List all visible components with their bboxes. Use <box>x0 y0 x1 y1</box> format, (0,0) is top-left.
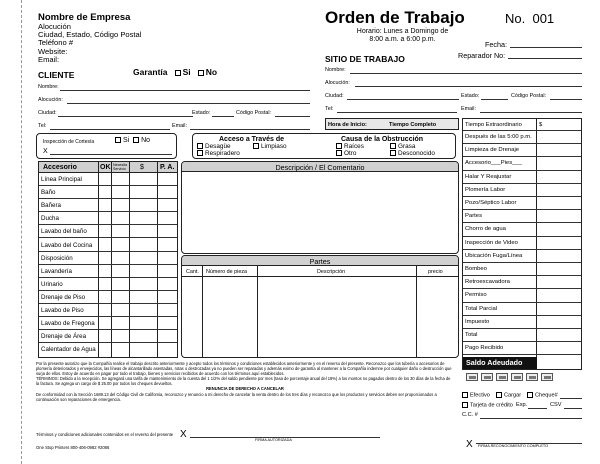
csv-field[interactable] <box>564 408 582 409</box>
sitio-email-field[interactable] <box>480 112 582 113</box>
obstruccion-grasa-label: Grasa <box>398 143 416 150</box>
obstruccion-grasa-row <box>390 143 415 150</box>
cliente-alocucion-label: Alocución: <box>38 97 63 103</box>
tarjeta-checkbox[interactable] <box>462 402 468 408</box>
cliente-alocucion-field[interactable] <box>67 103 310 104</box>
acceso-respiradero-checkbox[interactable] <box>197 150 203 156</box>
obstruccion-raices-row <box>336 143 364 150</box>
partes-title: Partes <box>309 257 331 266</box>
cliente-ciudad-field[interactable] <box>58 116 193 117</box>
obstruccion-otro-checkbox[interactable] <box>336 150 342 156</box>
accessory-row <box>39 212 177 225</box>
hours-text <box>335 28 470 44</box>
charge-item-label: Ubicación Fuga/Línea <box>465 252 523 259</box>
hours-line-2: 8:00 a.m. a 6:00 p.m. <box>369 36 436 43</box>
order-number <box>505 11 554 26</box>
sitio-alocucion-label: Alocución: <box>325 80 350 86</box>
accessory-row <box>39 252 177 265</box>
cheque-checkbox[interactable] <box>527 392 533 398</box>
obstruccion-desconocido-row <box>390 150 435 157</box>
cliente-tel-label: Tel: <box>38 123 47 129</box>
garantia-si-label: Si <box>182 67 191 77</box>
acceso-desague-label: Desagüe <box>205 143 231 150</box>
garantia-no-checkbox[interactable] <box>198 70 204 76</box>
cortesia-box <box>36 133 177 159</box>
printer-credit: One Stop Printers 800-406-0982 #2086 <box>36 445 110 450</box>
accessory-item-label: Disposición <box>41 254 73 262</box>
acceso-option-limpiaso-row <box>253 143 287 150</box>
cortesia-label: Inspección de Cortesía <box>43 139 95 145</box>
charge-row <box>463 184 581 197</box>
reparador-field[interactable] <box>508 58 582 59</box>
accessory-row <box>39 291 177 304</box>
charge-row <box>463 171 581 184</box>
sitio-tel-field[interactable] <box>337 112 457 113</box>
company-address: Alocución <box>38 22 71 31</box>
fecha-label: Fecha: <box>485 40 507 49</box>
obstruccion-otro-label: Otro <box>344 150 357 157</box>
hora-box <box>325 118 459 130</box>
terms-additional: Términos y condiciones adicionales contenidos en el reverso del presente <box>36 432 174 437</box>
cortesia-x: X <box>43 148 48 155</box>
accessory-item-label: Ducha <box>41 215 59 223</box>
charge-row-tiempo-extra <box>463 119 581 131</box>
descripcion-title: Descripción / El Comentario <box>275 163 365 172</box>
cargar-label: Cargar <box>504 392 522 399</box>
acceso-option-respiradero-row <box>197 150 240 157</box>
obstruccion-grasa-checkbox[interactable] <box>390 143 396 149</box>
cc-number-field[interactable] <box>480 418 582 419</box>
order-number-value: 001 <box>532 11 555 26</box>
charge-item-label: Inspección de Video <box>465 239 518 246</box>
descripcion-box[interactable] <box>181 161 459 254</box>
accessory-table <box>38 161 178 358</box>
cortesia-si-label: Si <box>123 137 130 144</box>
partes-cant-header: Cant. <box>186 269 199 275</box>
partes-div-2 <box>257 266 258 357</box>
sitio-nombre-field[interactable] <box>350 73 582 74</box>
charge-item-label: Halar Y Reajustar <box>465 173 512 180</box>
charge-row <box>463 210 581 223</box>
pay-tarjeta <box>462 402 513 408</box>
pay-cheque <box>527 392 558 398</box>
sitio-codigo-label: Código Postal: <box>511 93 547 99</box>
charge-row <box>463 329 581 342</box>
partes-box <box>181 255 459 358</box>
order-number-label: No. <box>505 11 526 26</box>
charge-item-label: Total Parcial <box>465 305 498 312</box>
cargar-checkbox[interactable] <box>496 392 502 398</box>
accessory-row <box>39 343 177 356</box>
cortesia-no-checkbox[interactable] <box>133 137 139 143</box>
accessory-row <box>39 317 177 330</box>
accessory-col-header: Accesorio <box>43 163 77 171</box>
cliente-nombre-label: Nombre: <box>38 84 59 90</box>
acceso-title: Acceso a Través de <box>219 136 284 143</box>
perforation-line <box>21 0 22 464</box>
partes-numero-header: Número de pieza <box>206 269 248 275</box>
accessory-item-label: Lavabo del baño <box>41 228 87 236</box>
cliente-nombre-field[interactable] <box>60 90 310 91</box>
accessory-row <box>39 225 177 238</box>
partes-precio-header: precio <box>428 269 443 275</box>
company-email: Email: <box>38 54 60 64</box>
company-phone: Teléfono # <box>38 38 74 48</box>
cliente-estado-field[interactable] <box>212 116 234 117</box>
reparador-label: Reparador No: <box>458 51 506 60</box>
charge-row <box>463 263 581 276</box>
charge-row <box>463 144 581 157</box>
tarjeta-label: Tarjeta de crédito <box>470 402 513 409</box>
accessory-item-label: Calentador de Agua <box>41 346 96 354</box>
cortesia-options <box>115 137 150 144</box>
accessory-row <box>39 239 177 252</box>
saldo-adeudado-label: Saldo Adeudado <box>463 357 537 369</box>
accessory-item-label: Urinario <box>41 280 63 288</box>
accessory-row <box>39 304 177 317</box>
obstruccion-title: Causa de la Obstrucción <box>341 136 424 143</box>
accessory-item-label: Lavandería <box>41 267 72 275</box>
terms-renuncia-title: RENUNCIA DE DERECHO A CANCELAR <box>206 386 284 392</box>
cc-label: C.C. # <box>462 412 478 418</box>
charge-row <box>463 316 581 329</box>
partes-div-1 <box>202 266 203 357</box>
sitio-tel-label: Tel: <box>325 106 334 112</box>
garantia-group <box>133 67 217 77</box>
sitio-nombre-label: Nombre: <box>325 67 346 73</box>
accessory-item-label: Drenaje de Piso <box>41 293 86 301</box>
garantia-label: Garantía <box>133 67 168 77</box>
cliente-email-field[interactable] <box>190 129 310 130</box>
obstruccion-otro-row <box>336 150 356 157</box>
efectivo-checkbox[interactable] <box>462 392 468 398</box>
accessory-row <box>39 278 177 291</box>
partes-div-3 <box>416 266 417 357</box>
company-website: Website: <box>38 46 68 56</box>
charge-item-label: Partes <box>465 213 483 220</box>
cliente-codigo-field[interactable] <box>275 116 310 117</box>
charge-item-label: Bombeo <box>465 266 487 272</box>
charge-item-label: Plomería Labor <box>465 186 506 193</box>
cheque-label: Cheque# <box>535 392 558 399</box>
csv-label: CSV <box>550 402 562 408</box>
exp-field[interactable] <box>528 408 547 409</box>
company-name: Nombre de Empresa <box>38 12 131 23</box>
charge-item-label: Permiso <box>465 292 487 299</box>
sitio-email-label: Email: <box>461 106 476 112</box>
charge-row <box>463 237 581 250</box>
sitio-ciudad-label: Ciudad: <box>325 93 344 99</box>
charge-item-label: Después de las 5:00 p.m. <box>465 134 532 140</box>
charge-item-label: Pozo/Séptico Labor <box>465 200 517 206</box>
charges-table <box>462 118 582 370</box>
acceso-obstruccion-box <box>192 133 456 159</box>
charge-item-label: Chorro de agua <box>465 226 506 233</box>
obstruccion-desconocido-checkbox[interactable] <box>390 150 396 156</box>
terms-payment: TÉRMINOS: Debido a la recepción. Se agregará una tarifa de mantenimiento de la cuenta del 1 1/2% del saldo pendiente por mes (tasa de porcentaje anual del 18%) a los montos no pagados dentro de los 30 días de la fecha de la factura. Se agrega un cargo de $ 25.00 por todos los cheques devueltos. <box>36 376 451 387</box>
pay-efectivo <box>462 392 490 398</box>
accessory-item-label: Línea Principal <box>41 176 82 183</box>
cortesia-no-label: No <box>141 137 151 144</box>
hora-inicio-label: Hora de Inicio: <box>328 121 367 128</box>
garantia-no-label: No <box>205 67 218 77</box>
accessory-row <box>39 186 177 199</box>
partes-descripcion-header: Descripción <box>317 269 346 275</box>
garantia-si-checkbox[interactable] <box>175 70 181 76</box>
cliente-ciudad-label: Ciudad: <box>38 110 57 116</box>
servicio-col-header: Necesita Servicio <box>113 162 127 171</box>
charge-item-label: Accesorio___Pies___ <box>465 160 522 167</box>
discover-icon <box>496 373 508 381</box>
accessory-item-label: Lavabo de Fregona <box>41 320 95 328</box>
tiempo-completo-label: Tiempo Completo <box>389 121 437 128</box>
charge-row <box>463 131 581 144</box>
charge-item-label: Limpieza de Drenaje <box>465 147 520 154</box>
signature-x-2: X <box>466 439 473 450</box>
acceso-respiradero-label: Respiradero <box>205 150 240 157</box>
cliente-email-label: Email: <box>172 123 187 129</box>
cheque-number-field[interactable] <box>560 398 582 399</box>
accessory-row <box>39 199 177 212</box>
pa-col-header: P. A. <box>160 163 175 171</box>
firma-autorizada-label: FIRMA AUTORIZADA <box>255 438 292 442</box>
acceso-limpiaso-label: Limpiaso <box>261 143 287 150</box>
ok-col-header: OK <box>100 163 111 171</box>
mastercard-icon <box>481 373 493 381</box>
sitio-title: SITIO DE TRABAJO <box>325 54 405 64</box>
charge-dollar: $ <box>539 122 543 128</box>
debit-card-icon <box>526 373 538 381</box>
accessory-row <box>39 265 177 278</box>
cortesia-signature-field[interactable] <box>50 154 172 155</box>
charge-row <box>463 197 581 210</box>
charge-row <box>463 342 581 355</box>
efectivo-label: Efectivo <box>470 392 490 399</box>
accessory-item-label: Lavabo de Piso <box>41 307 84 314</box>
card-icon <box>541 373 553 381</box>
charge-row <box>463 223 581 236</box>
cliente-title: CLIENTE <box>38 70 75 80</box>
cliente-tel-field[interactable] <box>50 129 170 130</box>
firma-reconocimiento-label: FIRMA RECONOCIMIENTO COMPLETO <box>478 444 549 448</box>
obstruccion-desconocido-label: Desconocido <box>398 150 435 157</box>
charge-row <box>463 303 581 316</box>
acceso-limpiaso-checkbox[interactable] <box>253 143 259 149</box>
signature-x-1: X <box>180 429 187 440</box>
charge-item-label: Total <box>465 332 478 338</box>
accessory-item-label: Lavabo del Cocina <box>41 241 93 249</box>
charge-row <box>463 157 581 170</box>
accessory-item-label: Bañera <box>41 202 61 210</box>
card-logos <box>466 373 556 383</box>
cliente-codigo-label: Código Postal: <box>236 110 272 116</box>
price-col-header: $ <box>140 163 144 171</box>
sitio-codigo-field[interactable] <box>550 99 582 100</box>
pay-cargar <box>496 392 521 398</box>
hours-line-1: Horario: Lunes a Domingo de <box>356 28 449 35</box>
charge-tiempo-extra-label: Tiempo Extraordinario <box>465 122 522 128</box>
exp-label: Exp. <box>516 402 528 408</box>
accessory-row <box>39 173 177 186</box>
sitio-estado-label: Estado: <box>461 93 480 99</box>
terms-renuncia-text: De conformidad con la Sección 1689.13 del Código Civil de California, reconozco y renuncio a mi derecho de cancelar la venta dentro de los tres días y reconozco que los productos y servicios deben ser proporcionados a continuación son reparaciones de emergencia. <box>36 391 437 402</box>
obstruccion-raices-checkbox[interactable] <box>336 143 342 149</box>
terms-block <box>36 361 454 402</box>
accessory-item-label: Drenaje de Área <box>41 333 87 341</box>
accessory-item-label: Baño <box>41 189 56 197</box>
cortesia-si-checkbox[interactable] <box>115 137 121 143</box>
sitio-estado-field[interactable] <box>481 99 508 100</box>
charge-item-label: Pago Recibido <box>465 345 504 352</box>
sitio-ciudad-field[interactable] <box>347 99 459 100</box>
charge-row <box>463 289 581 302</box>
form-title: Orden de Trabajo <box>325 8 465 27</box>
sitio-alocucion-field[interactable] <box>355 86 582 87</box>
company-block <box>38 12 141 64</box>
terms-authorization: Por la presente autorizo que la Compañía realice el trabajo descrito anteriormente y acepto todos los términos y condiciones establecidos anteriormente y en el reverso del presente. Reconozco que los tubería o accesorios de plomería deteriorados y envejecidos, las líneas de alcantarillado asentadas, rotas o destrozadas ya no pueden ser reparadas y además eximo de garantía al mantener a la Compañía indemne por cualquier daño o destrucción que surja de ellos. Estoy de acuerdo en pagar por todo el trabajo, bienes y servicios recibidos de acuerdo con los términos aquí establecidos. <box>36 361 452 377</box>
accessory-row <box>39 330 177 343</box>
cliente-estado-label: Estado: <box>192 110 211 116</box>
obstruccion-raices-label: Raíces <box>344 143 364 150</box>
partes-header <box>182 256 458 266</box>
charge-row <box>463 250 581 263</box>
acceso-desague-checkbox[interactable] <box>197 143 203 149</box>
fecha-field[interactable] <box>510 47 582 48</box>
descripcion-header <box>182 162 458 172</box>
company-city: Ciudad, Estado, Código Postal <box>38 30 142 40</box>
charge-row <box>463 276 581 289</box>
amex-icon <box>511 373 523 381</box>
visa-icon <box>466 373 478 381</box>
acceso-option-desague-row <box>197 143 231 150</box>
charge-item-label: Retroexcavadora <box>465 279 510 286</box>
charge-item-label: Impuesto <box>465 318 490 325</box>
